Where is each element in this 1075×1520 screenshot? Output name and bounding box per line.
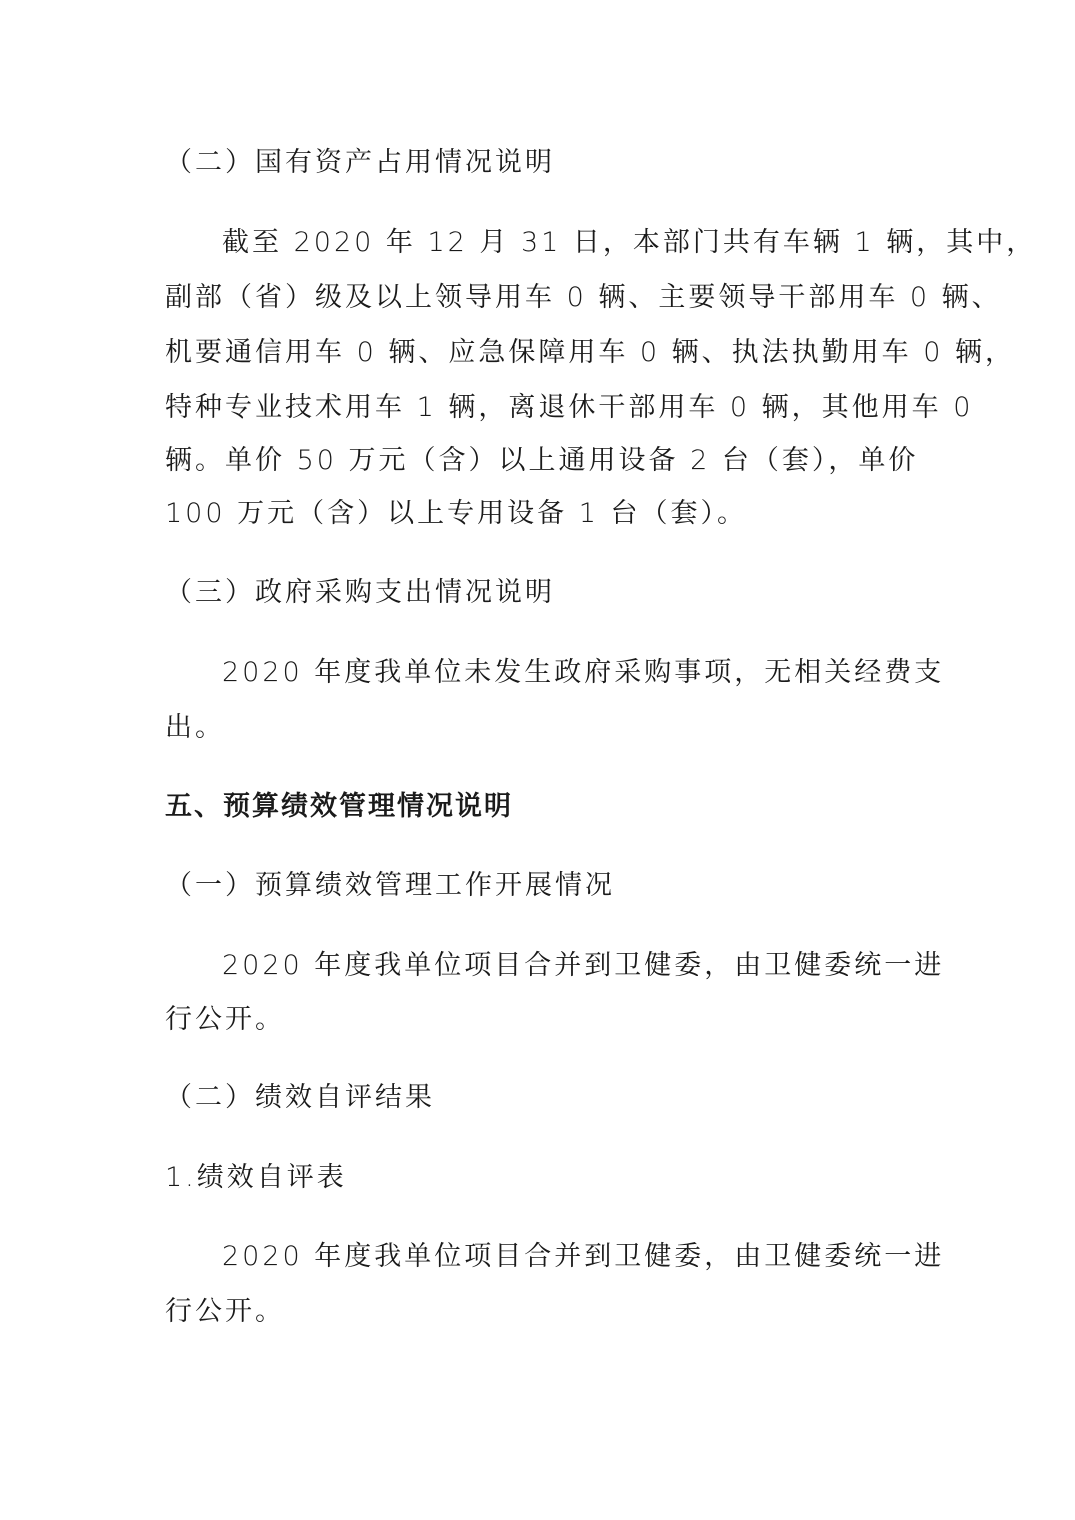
heading-state-assets: （二）国有资产占用情况说明 (165, 147, 555, 178)
paragraph-line: 机要通信用车 0 辆、应急保障用车 0 辆、执法执勤用车 0 辆， (165, 337, 1016, 368)
paragraph-line: 出。 (165, 712, 225, 743)
paragraph-line: 行公开。 (165, 1004, 285, 1035)
paragraph-line: 行公开。 (165, 1296, 285, 1327)
heading-self-evaluation-table: 1.绩效自评表 (165, 1162, 347, 1193)
paragraph-line: 2020 年度我单位项目合并到卫健委，由卫健委统一进 (222, 1241, 945, 1272)
heading-procurement: （三）政府采购支出情况说明 (165, 577, 555, 608)
paragraph-line: 100 万元（含）以上专用设备 1 台（套）。 (165, 498, 747, 529)
section-title-budget-performance: 五、预算绩效管理情况说明 (165, 791, 513, 822)
heading-self-evaluation: （二）绩效自评结果 (165, 1082, 435, 1113)
paragraph-line: 副部（省）级及以上领导用车 0 辆、主要领导干部用车 0 辆、 (165, 282, 1002, 313)
paragraph-line: 特种专业技术用车 1 辆，离退休干部用车 0 辆，其他用车 0 (165, 392, 974, 423)
heading-performance-work: （一）预算绩效管理工作开展情况 (165, 870, 615, 901)
paragraph-line: 截至 2020 年 12 月 31 日，本部门共有车辆 1 辆，其中， (222, 227, 1037, 258)
paragraph-line: 辆。单价 50 万元（含）以上通用设备 2 台（套），单价 (165, 445, 919, 476)
paragraph-line: 2020 年度我单位未发生政府采购事项，无相关经费支 (222, 657, 945, 688)
paragraph-line: 2020 年度我单位项目合并到卫健委，由卫健委统一进 (222, 950, 945, 981)
